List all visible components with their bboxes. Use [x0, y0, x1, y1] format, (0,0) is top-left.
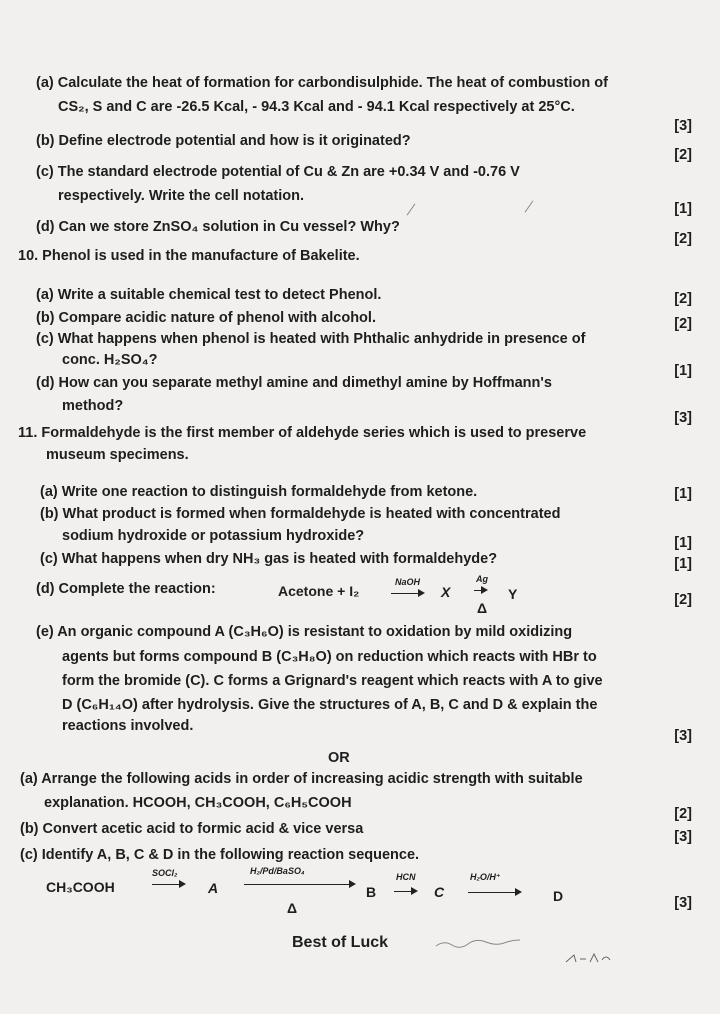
q11d-product-x: X: [441, 584, 451, 600]
seq-d: D: [553, 888, 564, 904]
q11c-text: (c) What happens when dry NH₃ gas is heated with formaldehyde?: [40, 551, 498, 567]
q9a-line1: (a) Calculate the heat of formation for carbondisulphide. The heat of combustion of: [36, 75, 608, 91]
q10c-marks: [1]: [674, 363, 692, 379]
q9c-line1: (c) The standard electrode potential of Cu & Zn are +0.34 V and -0.76 V: [36, 164, 520, 180]
q11d-reactant: Acetone + I₂: [278, 583, 360, 599]
alt-a-line2: explanation. HCOOH, CH₃COOH, C₆H₅COOH: [44, 795, 352, 811]
q11d-reagent-ag: Ag: [476, 574, 488, 584]
q11e-line5: reactions involved.: [62, 718, 194, 734]
seq-arrow-2: [244, 884, 354, 885]
q9c-line2: respectively. Write the cell notation.: [58, 188, 305, 204]
q10a-text: (a) Write a suitable chemical test to detect Phenol.: [36, 287, 382, 303]
seq-reagent-h2o: H₂O/H⁺: [470, 872, 501, 882]
q11e-line2: agents but forms compound B (C₃H₈O) on reduction which reacts with HBr to: [62, 649, 597, 665]
seq-start: CH₃COOH: [46, 879, 115, 895]
q9d-text: (d) Can we store ZnSO₄ solution in Cu vessel? Why?: [36, 219, 400, 235]
alt-a-line1: (a) Arrange the following acids in order of increasing acidic strength with suitable: [20, 771, 583, 787]
q10a-marks: [2]: [674, 291, 692, 307]
seq-arrow-4: [468, 892, 520, 893]
q9b-marks: [2]: [674, 147, 692, 163]
seq-reagent-h2: H₂/Pd/BaSO₄: [250, 866, 305, 876]
alt-a-marks: [2]: [674, 806, 692, 822]
or-label: OR: [328, 750, 350, 766]
handwritten-scribble: [434, 936, 524, 950]
q10c-line2: conc. H₂SO₄?: [62, 352, 158, 368]
pen-tick-mark: [525, 200, 534, 212]
q11a-text: (a) Write one reaction to distinguish formaldehyde from ketone.: [40, 484, 478, 500]
q11d-product-y: Y: [508, 586, 518, 602]
seq-heat: Δ: [287, 900, 298, 916]
footer-best-of-luck: Best of Luck: [292, 934, 389, 951]
q9b-text: (b) Define electrode potential and how is it originated?: [36, 133, 411, 149]
q11e-line3: form the bromide (C). C forms a Grignard's reagent which reacts with A to give: [62, 673, 603, 689]
alt-c-text: (c) Identify A, B, C & D in the following reaction sequence.: [20, 847, 420, 863]
q11d-label: (d) Complete the reaction:: [36, 581, 216, 597]
seq-reagent-hcn: HCN: [396, 872, 416, 882]
seq-c: C: [434, 884, 445, 900]
q10d-marks: [3]: [674, 410, 692, 426]
q11b-marks: [1]: [674, 535, 692, 551]
q9c-marks: [1]: [674, 201, 692, 217]
q11e-line4: D (C₆H₁₄O) after hydrolysis. Give the structures of A, B, C and D & explain the: [62, 697, 598, 713]
q11-stem-line1: 11. Formaldehyde is the first member of aldehyde series which is used to preserve: [18, 425, 587, 441]
q11d-heat: Δ: [477, 600, 488, 616]
handwritten-initials: [564, 950, 614, 966]
q10d-line2: method?: [62, 398, 124, 414]
alt-b-text: (b) Convert acetic acid to formic acid & vice versa: [20, 821, 364, 837]
q10-stem: 10. Phenol is used in the manufacture of Bakelite.: [18, 248, 360, 264]
q11d-reagent-naoh: NaOH: [395, 577, 421, 587]
q9a-line2: CS₂, S and C are -26.5 Kcal, - 94.3 Kcal and - 94.1 Kcal respectively at 25°C.: [58, 99, 575, 115]
alt-b-marks: [3]: [674, 829, 692, 845]
q11a-marks: [1]: [674, 486, 692, 502]
q11e-line1: (e) An organic compound A (C₃H₆O) is resistant to oxidation by mild oxidizing: [36, 624, 573, 640]
seq-arrow-3: [394, 891, 416, 892]
q9d-marks: [2]: [674, 231, 692, 247]
q11d-marks: [2]: [674, 592, 692, 608]
q11d-arrow-2: [474, 590, 486, 591]
seq-b: B: [366, 884, 377, 900]
q11e-marks: [3]: [674, 728, 692, 744]
q10b-marks: [2]: [674, 316, 692, 332]
q11b-line1: (b) What product is formed when formaldehyde is heated with concentrated: [40, 506, 561, 522]
q11d-arrow-1: [391, 593, 423, 594]
q11b-line2: sodium hydroxide or potassium hydroxide?: [62, 528, 365, 544]
pen-tick-mark: [407, 203, 416, 215]
seq-reagent-socl2: SOCl₂: [152, 868, 178, 878]
alt-c-marks: [3]: [674, 895, 692, 911]
seq-a: A: [208, 880, 219, 896]
q10d-line1: (d) How can you separate methyl amine and dimethyl amine by Hoffmann's: [36, 375, 552, 391]
q11c-marks: [1]: [674, 556, 692, 572]
q10b-text: (b) Compare acidic nature of phenol with alcohol.: [36, 310, 376, 326]
q11-stem-line2: museum specimens.: [46, 447, 189, 463]
q10c-line1: (c) What happens when phenol is heated with Phthalic anhydride in presence of: [36, 331, 586, 347]
q9a-marks: [3]: [674, 118, 692, 134]
seq-arrow-1: [152, 884, 184, 885]
